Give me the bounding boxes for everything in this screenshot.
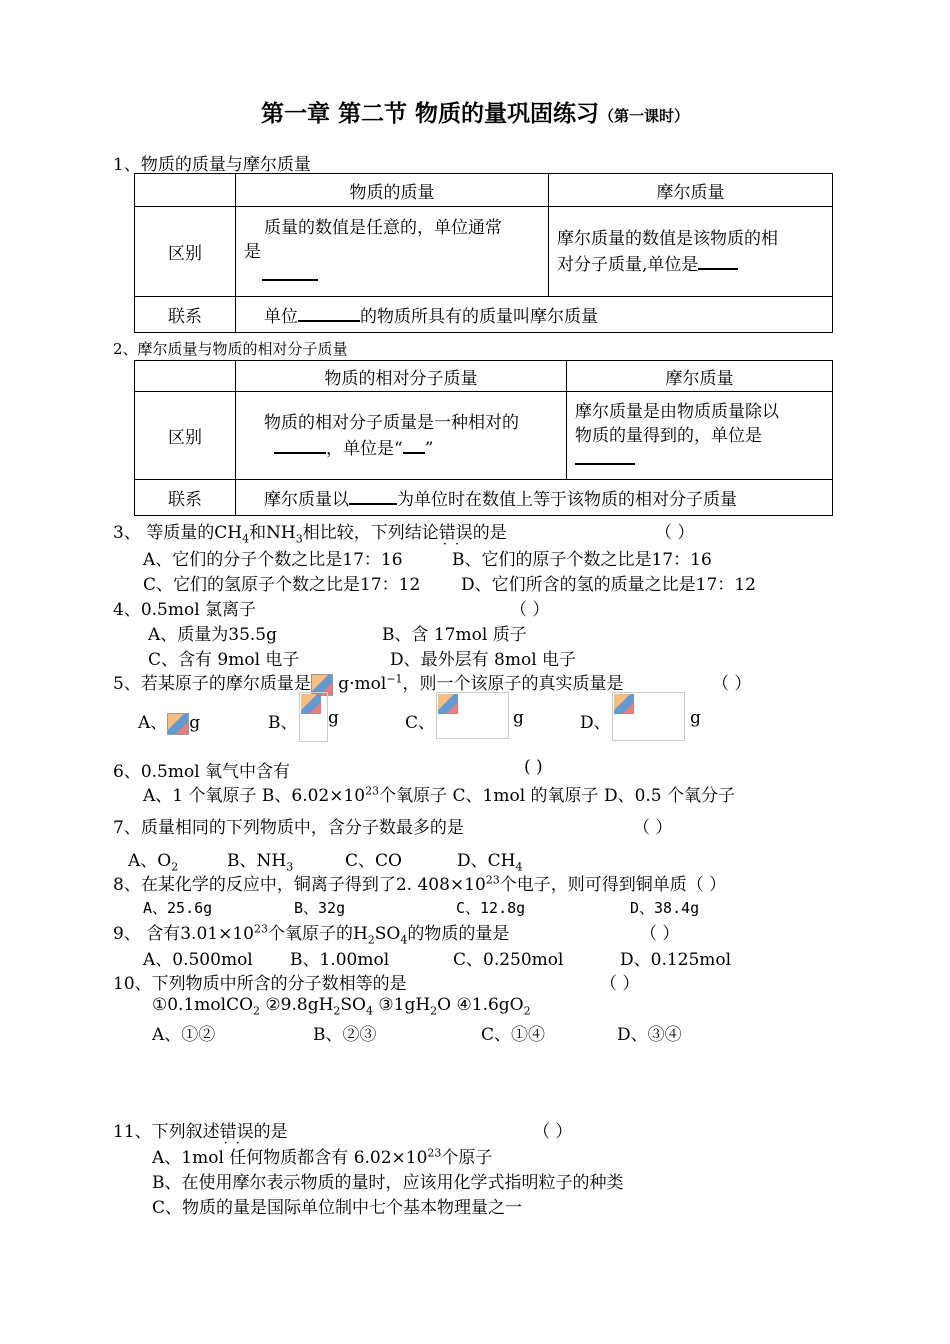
q1-row1-cell2: 摩尔质量的数值是该物质的相 对分子质量,单位是 [549, 207, 833, 297]
q5-option-b-label[interactable]: B、 [268, 713, 298, 733]
q4-option-a[interactable]: A、质量为35.5g [148, 625, 278, 645]
q7-answer-paren[interactable]: （ ） [633, 818, 673, 838]
q5-option-c-label[interactable]: C、 [405, 713, 436, 733]
q8-option-a[interactable]: A、25.6g [143, 899, 213, 917]
q11-stem: 11、下列叙述错误 · ·的是 [113, 1117, 288, 1142]
q6-stem: 6、0.5mol 氧气中含有 [113, 762, 291, 782]
q5-option-b-unit: g [328, 708, 339, 728]
q7-option-d[interactable]: D、$CH_4$ [457, 851, 523, 874]
q5-answer-paren[interactable]: （ ） [712, 674, 752, 694]
q3-option-a[interactable]: A、它们的分子个数之比是17：16 [143, 550, 403, 570]
q1-row2-cell: 单位 的物质所具有的质量叫摩尔质量 [236, 297, 833, 333]
q2-blank-3[interactable] [575, 449, 635, 465]
q9-option-d[interactable]: D、0.125mol [620, 950, 732, 970]
broken-image-icon [438, 694, 458, 714]
q9-answer-paren[interactable]: （ ） [640, 924, 680, 944]
q11-option-b[interactable]: B、在使用摩尔表示物质的量时，应该用化学式指明粒子的种类 [152, 1173, 624, 1193]
q2-row1-label: 区别 [135, 392, 236, 480]
q4-stem: 4、0.5mol 氯离子 [113, 600, 257, 620]
q10-items: ①0.1molCO$_2$ $②9.8gH_2SO_4$ $③1gH_2O$ $④1.6gO_2$ [152, 995, 531, 1018]
q8-option-b[interactable]: B、32g [294, 899, 346, 917]
q8-option-c[interactable]: C、12.8g [456, 899, 526, 917]
broken-image-icon [614, 694, 634, 714]
page-title: 第一章 第二节 物质的量巩固练习（第一课时） [260, 101, 690, 127]
q2-row1-cell2: 摩尔质量是由物质质量除以 物质的量得到的，单位是 [567, 392, 833, 480]
q4-option-c[interactable]: C、含有 9mol 电子 [148, 650, 300, 670]
q8-option-d[interactable]: D、38.4g [630, 899, 700, 917]
broken-image-icon [301, 694, 321, 714]
q2-blank-1[interactable] [274, 438, 326, 454]
q3-answer-paren[interactable]: （ ） [655, 523, 695, 543]
q3-option-b[interactable]: B、它们的原子个数之比是17：16 [452, 550, 712, 570]
q5-option-b-image [299, 692, 328, 742]
q10-option-a[interactable]: A、①② [152, 1025, 216, 1045]
q11-option-a[interactable]: A、1mol 任何物质都含有 $6.02\times 10^{23}$个原子 [152, 1146, 493, 1168]
q2-blank-4[interactable] [349, 489, 397, 505]
q5-option-d-unit: g [690, 708, 701, 728]
q1-table [134, 173, 833, 333]
q2-row2-label: 联系 [135, 480, 236, 516]
q5-option-a[interactable]: A、 g [138, 713, 201, 733]
q5-stem: 5、若某原子的摩尔质量是 g·mol$^{-1}$，则一个该原子的真实质量是 [113, 672, 624, 694]
broken-image-icon [167, 713, 189, 735]
q10-option-c[interactable]: C、①④ [481, 1025, 546, 1045]
q4-answer-paren[interactable]: （ ） [510, 600, 550, 620]
q8-stem: 8、在某化学的反应中，铜离子得到了2. $408\times 10^{23}$个电子，则可得到铜单质（ ） [113, 873, 727, 895]
q5-option-c-image [436, 692, 509, 739]
q1-col2-header: 摩尔质量 [549, 174, 833, 207]
q2-blank-2[interactable] [403, 438, 425, 454]
q10-option-d[interactable]: D、③④ [617, 1025, 682, 1045]
q1-row2-label: 联系 [135, 297, 236, 333]
q7-option-b[interactable]: B、$NH_3$ [227, 851, 294, 874]
q10-option-b[interactable]: B、②③ [313, 1025, 377, 1045]
q3-stem: 3、 等质量的$CH_4$和$NH_3$相比较，下列结论错误 · ·的是 [113, 518, 507, 545]
q2-col2-header: 摩尔质量 [567, 361, 833, 392]
q2-heading: 2、摩尔质量与物质的相对分子质量 [113, 340, 348, 358]
q5-option-c-unit: g [513, 708, 524, 728]
q3-option-c[interactable]: C、它们的氢原子个数之比是17：12 [143, 575, 421, 595]
q7-stem: 7、质量相同的下列物质中，含分子数最多的是 [113, 818, 464, 838]
q1-col1-header: 物质的质量 [236, 174, 549, 207]
q2-row2-cell: 摩尔质量以 为单位时在数值上等于该物质的相对分子质量 [236, 480, 833, 516]
q11-option-c[interactable]: C、物质的量是国际单位制中七个基本物理量之一 [152, 1198, 523, 1218]
q1-row1-cell1: 质量的数值是任意的，单位通常 是 [236, 207, 549, 297]
q1-heading: 1、物质的质量与摩尔质量 [113, 155, 311, 175]
q4-option-b[interactable]: B、含 17mol 质子 [382, 625, 527, 645]
q9-stem: 9、 含有$3.01\times 10^{23}$个氧原子的$H_2SO_4$的物质的量是 [113, 922, 510, 947]
q4-option-d[interactable]: D、最外层有 8mol 电子 [390, 650, 577, 670]
q10-stem: 10、下列物质中所含的分子数相等的是 [113, 974, 407, 994]
q7-option-c[interactable]: C、CO [345, 851, 402, 871]
q2-row1-cell1: 物质的相对分子质量是一种相对的 ，单位是“ ” [236, 392, 567, 480]
q1-row1-label: 区别 [135, 207, 236, 297]
q9-option-a[interactable]: A、0.500mol [143, 950, 253, 970]
q10-answer-paren[interactable]: （ ） [600, 974, 640, 994]
q6-options[interactable]: A、1 个氧原子 B、$6.02\times 10^{23}$个氧原子 C、1mol 的氧原子 D、0.5 个氧分子 [143, 784, 736, 806]
q3-option-d[interactable]: D、它们所含的氢的质量之比是17：12 [461, 575, 756, 595]
q11-answer-paren[interactable]: （ ） [533, 1122, 573, 1142]
q9-option-c[interactable]: C、0.250mol [453, 950, 564, 970]
q6-answer-paren[interactable]: ( ) [524, 757, 543, 777]
q1-blank-3[interactable] [298, 306, 360, 322]
q7-option-a[interactable]: A、$O_2$ [128, 851, 179, 874]
q1-blank-2[interactable] [698, 254, 738, 270]
q5-option-d-label[interactable]: D、 [580, 713, 611, 733]
q5-option-d-image [612, 692, 685, 741]
q2-col1-header: 物质的相对分子质量 [236, 361, 567, 392]
q2-table [134, 360, 833, 516]
q1-blank-1[interactable] [262, 265, 318, 281]
q9-option-b[interactable]: B、1.00mol [290, 950, 390, 970]
